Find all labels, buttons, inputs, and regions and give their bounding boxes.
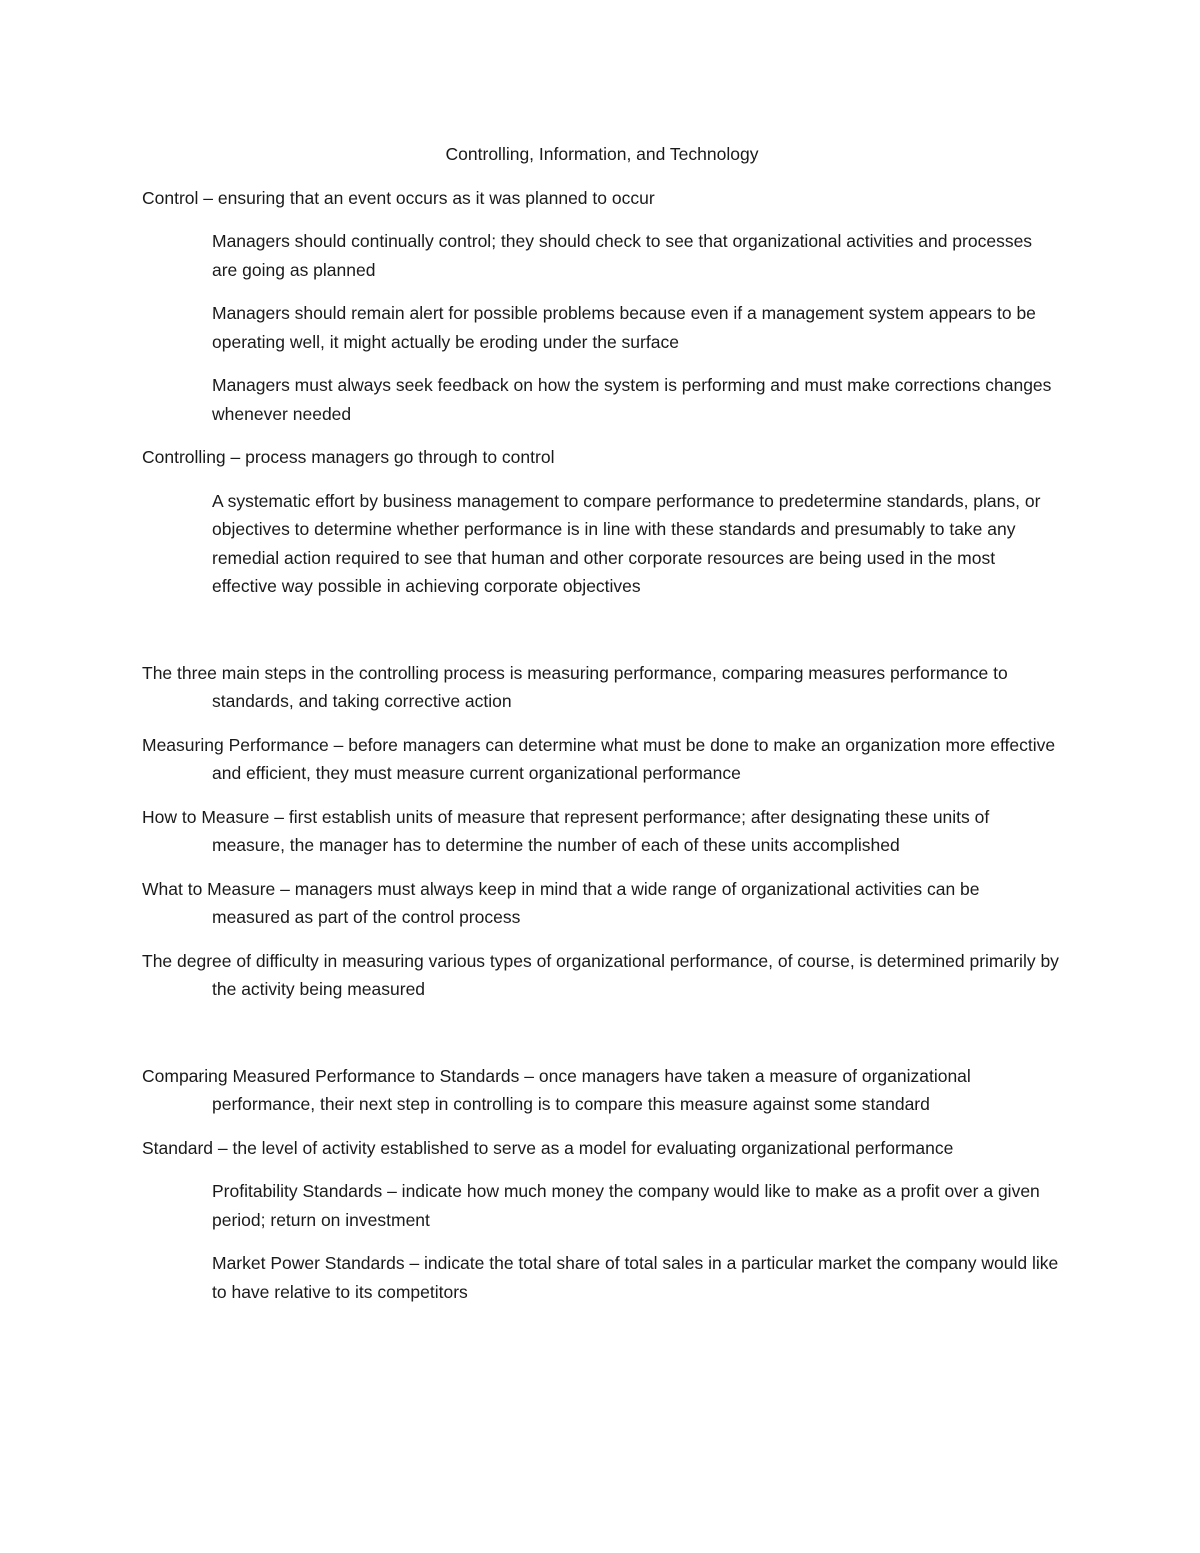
control-definition: Control – ensuring that an event occurs as it was planned to occur bbox=[142, 187, 655, 208]
steps-paragraph: The degree of difficulty in measuring various types of organizational performance, of course, is determined primarily by the activity being measured bbox=[142, 950, 1059, 999]
document-title: Controlling, Information, and Technology bbox=[445, 144, 759, 164]
steps-paragraph: What to Measure – managers must always keep in mind that a wide range of organizational activities can be measured as part of the control process bbox=[142, 878, 980, 927]
standard-point: Profitability Standards – indicate how much money the company would like to make as a profit over a given period; return on investment bbox=[212, 1181, 1040, 1230]
control-point: Managers should continually control; they should check to see that organizational activities and processes are going as planned bbox=[212, 231, 1033, 280]
paragraph-spacer bbox=[142, 1019, 1062, 1062]
steps-paragraph: How to Measure – first establish units of measure that represent performance; after designating these units of measure, the manager has to determine the number of each of these units accomplished bbox=[142, 806, 990, 855]
standard-point: Market Power Standards – indicate the total share of total sales in a particular market the company would like to have relative to its competitors bbox=[212, 1253, 1059, 1302]
control-point: Managers must always seek feedback on how the system is performing and must make corrections changes whenever needed bbox=[212, 375, 1052, 424]
standard-definition: Standard – the level of activity established to serve as a model for evaluating organizational performance bbox=[142, 1137, 954, 1158]
paragraph-spacer bbox=[142, 616, 1062, 659]
steps-paragraph: The three main steps in the controlling process is measuring performance, comparing measures performance to standards, and taking corrective action bbox=[142, 662, 1008, 711]
steps-paragraph: Measuring Performance – before managers can determine what must be done to make an organization more effective and efficient, they must measure current organizational performance bbox=[142, 734, 1056, 783]
control-point: Managers should remain alert for possible problems because even if a management system appears to be operating well, it might actually be eroding under the surface bbox=[212, 303, 1036, 352]
controlling-definition: Controlling – process managers go through to control bbox=[142, 447, 555, 467]
document-body bbox=[142, 140, 1062, 1321]
comparing-definition: Comparing Measured Performance to Standards – once managers have taken a measure of organizational performance, their next step in controlling is to compare this measure against some standard bbox=[142, 1065, 971, 1114]
controlling-detail: A systematic effort by business management to compare performance to predetermine standards, plans, or objectives to determine whether performance is in line with these standards and presumably to take any remedial action required to see that human and other corporate resources are being used in the most effective way possible in achieving corporate objectives bbox=[212, 490, 1041, 596]
